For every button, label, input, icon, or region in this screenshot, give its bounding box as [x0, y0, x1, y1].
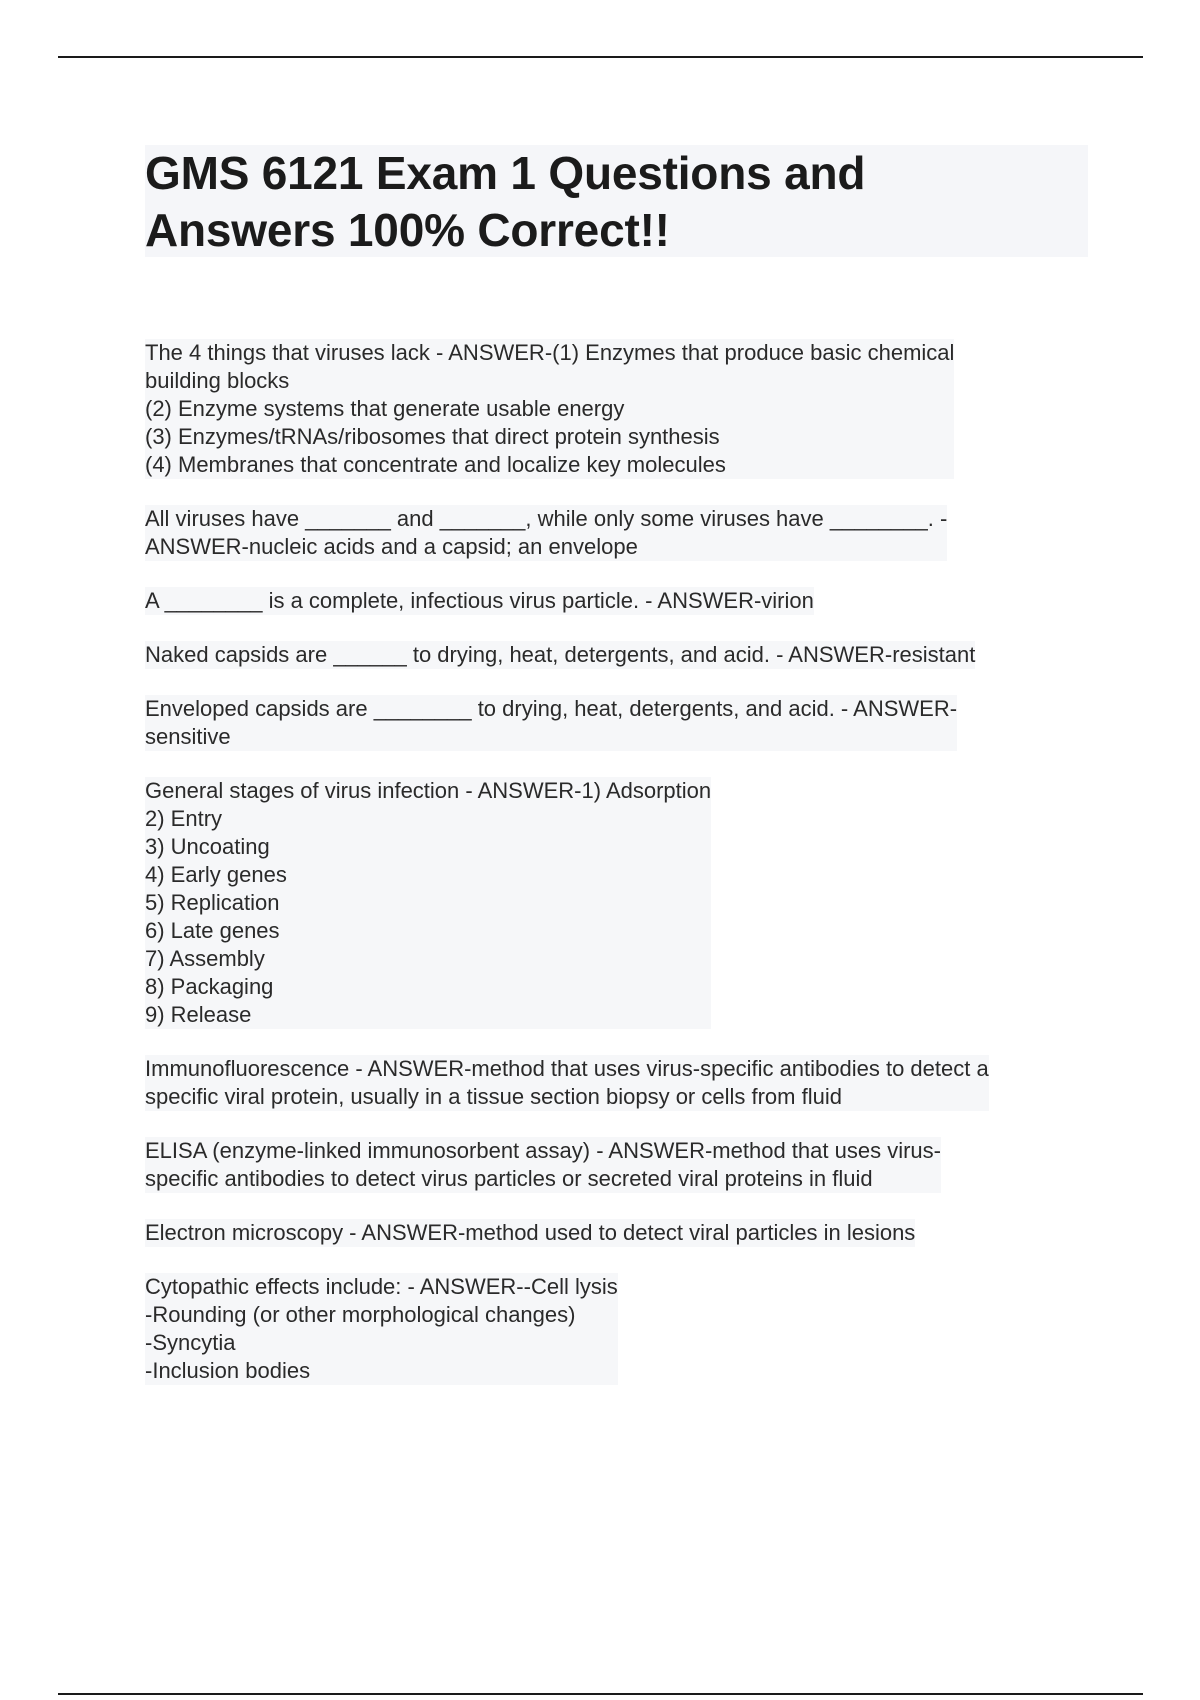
- qa-entry-electron-microscopy: [145, 1219, 915, 1247]
- qa-line: -Inclusion bodies: [145, 1358, 311, 1383]
- qa-line: 5) Replication: [145, 890, 280, 915]
- qa-line: Naked capsids are ______ to drying, heat, detergents, and acid. - ANSWER-resistant: [145, 642, 976, 667]
- qa-line: 2) Entry: [145, 806, 223, 831]
- qa-line: specific viral protein, usually in a tissue section biopsy or cells from fluid: [145, 1084, 842, 1109]
- qa-line: Immunofluorescence - ANSWER-method that uses virus-specific antibodies to detect a: [145, 1056, 989, 1081]
- qa-line: -Rounding (or other morphological changes): [145, 1302, 576, 1327]
- qa-entry-elisa: [145, 1137, 941, 1193]
- qa-line: General stages of virus infection - ANSWER-1) Adsorption: [145, 778, 712, 803]
- qa-entry-naked-capsids: [145, 641, 975, 669]
- page-title: GMS 6121 Exam 1 Questions and Answers 100% Correct!!: [145, 147, 866, 256]
- qa-line: ANSWER-nucleic acids and a capsid; an envelope: [145, 534, 638, 559]
- qa-line: specific antibodies to detect virus particles or secreted viral proteins in fluid: [145, 1166, 873, 1191]
- qa-entry-enveloped-capsids: [145, 695, 957, 751]
- qa-line: A ________ is a complete, infectious virus particle. - ANSWER-virion: [145, 588, 814, 613]
- qa-line: -Syncytia: [145, 1330, 236, 1355]
- qa-list: [145, 339, 1090, 1411]
- qa-line: All viruses have _______ and _______, while only some viruses have ________. -: [145, 506, 948, 531]
- qa-line: 3) Uncoating: [145, 834, 270, 859]
- qa-line: 6) Late genes: [145, 918, 280, 943]
- qa-line: (4) Membranes that concentrate and localize key molecules: [145, 452, 726, 477]
- top-divider: [58, 56, 1143, 58]
- qa-entry-virus-lacks: [145, 339, 954, 479]
- qa-line: 9) Release: [145, 1002, 252, 1027]
- qa-line: 4) Early genes: [145, 862, 287, 887]
- qa-line: Enveloped capsids are ________ to drying, heat, detergents, and acid. - ANSWER-: [145, 696, 958, 721]
- qa-line: ELISA (enzyme-linked immunosorbent assay) - ANSWER-method that uses virus-: [145, 1138, 941, 1163]
- title-block: [145, 145, 1088, 257]
- qa-entry-infection-stages: [145, 777, 711, 1029]
- qa-line: 7) Assembly: [145, 946, 265, 971]
- qa-entry-virion: [145, 587, 814, 615]
- qa-line: The 4 things that viruses lack - ANSWER-(1) Enzymes that produce basic chemical: [145, 340, 955, 365]
- qa-entry-cytopathic-effects: [145, 1273, 618, 1385]
- qa-entry-immunofluorescence: [145, 1055, 989, 1111]
- qa-line: sensitive: [145, 724, 231, 749]
- qa-line: (2) Enzyme systems that generate usable energy: [145, 396, 625, 421]
- qa-entry-all-viruses-have: [145, 505, 947, 561]
- bottom-divider: [58, 1693, 1143, 1695]
- qa-line: Cytopathic effects include: - ANSWER--Cell lysis: [145, 1274, 618, 1299]
- qa-line: building blocks: [145, 368, 290, 393]
- qa-line: (3) Enzymes/tRNAs/ribosomes that direct protein synthesis: [145, 424, 720, 449]
- qa-line: 8) Packaging: [145, 974, 274, 999]
- qa-line: Electron microscopy - ANSWER-method used to detect viral particles in lesions: [145, 1220, 916, 1245]
